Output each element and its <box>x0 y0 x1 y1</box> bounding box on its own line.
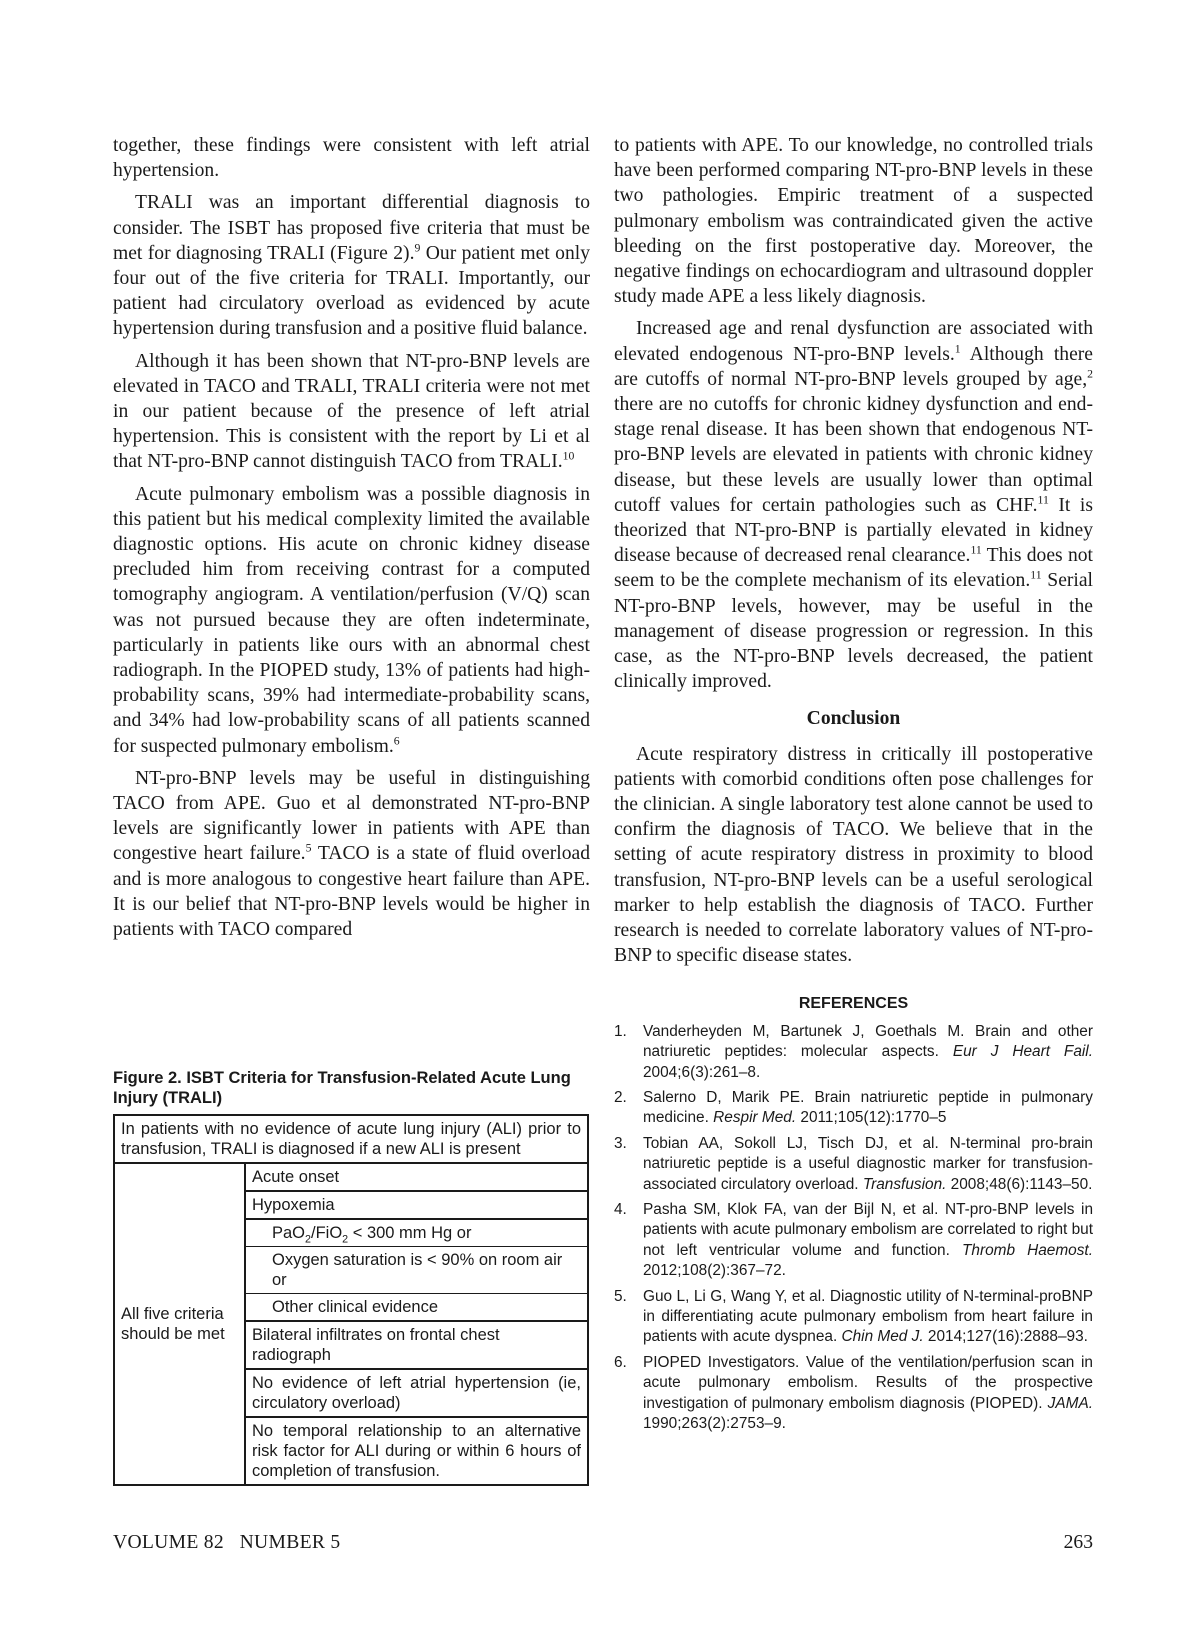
page-number: 263 <box>1063 1532 1093 1553</box>
paragraph: Acute pulmonary embolism was a possible diagnosis in this patient but his medical complexity limited the available diagnostic options. His acute on chronic kidney disease precluded him from receiving contrast for a computed tomography angiogram. A ventilation/perfusion (V/Q) scan was not pursued because they are often indeterminate, particularly in patients like ours with an abnormal chest radiograph. In the PIOPED study, 13% of patients had high-probability scans, 39% had intermediate-probability scans, and 34% had low-probability scans of all patients scanned for suspected pulmonary embolism.$^6$ <box>113 483 590 757</box>
reference-item: 6. PIOPED Investigators. Value of the ventilation/perfusion scan in acute pulmonary embolism. Results of the prospective investigation of pulmonary embolism diagnosis (PIOPED). JAMA. 1990;263(2):2753–9. <box>614 1353 1093 1433</box>
paragraph: TRALI was an important differential diagnosis to consider. The ISBT has proposed five criteria that must be met for diagnosing TRALI (Figure 2).$^9$ Our patient met only four out of the five criteria for TRALI. Importantly, our patient had circulatory overload as evidenced by acute hypertension during transfusion and a positive fluid balance. <box>113 192 590 340</box>
criterion-acute-onset: Acute onset <box>245 1163 588 1191</box>
citation-ref: 10 <box>562 449 575 463</box>
reference-item: 3. Tobian AA, Sokoll LJ, Tisch DJ, et al. N-terminal pro-brain natriuretic peptide is a useful diagnostic marker for transfusion-associated circulatory overload. Transfusion. 2008;48(6):1143–50. <box>614 1134 1093 1193</box>
reference-item: 1. Vanderheyden M, Bartunek J, Goethals M. Brain and other natriuretic peptides: molecular aspects. Eur J Heart Fail. 2004;6(3):261–8. <box>614 1022 1093 1081</box>
criterion-hypoxemia: Hypoxemia <box>245 1191 588 1219</box>
paragraph: together, these findings were consistent with left atrial hypertension. <box>113 135 590 182</box>
criterion-pao2-fio2: PaO$_2$/FiO$_2$ < 300 mm Hg or <box>245 1219 588 1247</box>
paragraph: Although it has been shown that NT-pro-BNP levels are elevated in TACO and TRALI, TRALI criteria were not met in our patient because of the presence of left atrial hypertension. This is consistent with the report by Li et al that NT-pro-BNP cannot distinguish TACO from TRALI.$^{10}$ <box>113 350 590 473</box>
reference-item: 5. Guo L, Li G, Wang Y, et al. Diagnostic utility of N-terminal-proBNP in differentiating acute pulmonary embolism from heart failure in patients with acute dyspnea. Chin Med J. 2014;127(16):2888–93. <box>614 1287 1093 1346</box>
citation-ref: 11 <box>1037 493 1049 507</box>
figure-2 <box>113 1068 590 1486</box>
right-column <box>614 133 1093 1439</box>
paragraph: NT-pro-BNP levels may be useful in distinguishing TACO from APE. Guo et al demonstrated NT-pro-BNP levels are significantly lower in patients with APE than congestive heart failure.$^5$ TACO is a state of fluid overload and is more analogous to congestive heart failure than APE. It is our belief that NT-pro-BNP levels would be higher in patients with TACO compared <box>113 767 590 941</box>
citation-ref: 11 <box>970 543 982 557</box>
criterion-no-temporal: No temporal relationship to an alternative risk factor for ALI during or within 6 hours of completion of transfusion. <box>245 1417 588 1485</box>
references-heading: REFERENCES <box>798 994 909 1012</box>
criterion-other-evidence: Other clinical evidence <box>245 1294 588 1322</box>
criteria-table <box>113 1114 589 1486</box>
reference-item: 2. Salerno D, Marik PE. Brain natriuretic peptide in pulmonary medicine. Respir Med. 2011;105(12):1770–5 <box>614 1088 1093 1127</box>
citation-ref: 2 <box>1087 367 1093 381</box>
paragraph: to patients with APE. To our knowledge, no controlled trials have been performed comparing NT-pro-BNP levels in these two pathologies. Empiric treatment of a suspected pulmonary embolism was contraindicated given the active bleeding on the first postoperative day. Moreover, the negative findings on echocardiogram and ultrasound doppler study made APE a less likely diagnosis. <box>614 135 1093 308</box>
criterion-oxygen-saturation: Oxygen saturation is < 90% on room air or <box>245 1247 588 1294</box>
criteria-label: All five criteria should be met <box>114 1163 245 1485</box>
citation-ref: 6 <box>393 734 400 748</box>
figure-caption: Figure 2. ISBT Criteria for Transfusion-Related Acute Lung Injury (TRALI) <box>113 1069 571 1107</box>
footer-volume: VOLUME 82 NUMBER 5 <box>113 1532 341 1553</box>
paragraph: Increased age and renal dysfunction are associated with elevated endogenous NT-pro-BNP levels.$^1$ Although there are cutoffs of normal NT-pro-BNP levels grouped by age,$^2$ there are no cutoffs for chronic kidney dysfunction and end-stage renal disease. It has been shown that endogenous NT-pro-BNP levels are elevated in patients with chronic kidney disease, but these levels are usually lower than optimal cutoff values for certain pathologies such as CHF.$^{11}$ It is theorized that NT-pro-BNP is partially elevated in kidney disease because of decreased renal clearance.$^{11}$ This does not seem to be the complete mechanism of its elevation.$^{11}$ Serial NT-pro-BNP levels, however, may be useful in the management of disease progression or regression. In this case, as the NT-pro-BNP levels decreased, the patient clinically improved. <box>614 318 1094 693</box>
citation-ref: 9 <box>414 241 421 255</box>
criteria-header: In patients with no evidence of acute lung injury (ALI) prior to transfusion, TRALI is diagnosed if a new ALI is present <box>114 1115 588 1163</box>
criterion-infiltrates: Bilateral infiltrates on frontal chest radiograph <box>245 1321 588 1369</box>
criterion-no-lah: No evidence of left atrial hypertension (ie, circulatory overload) <box>245 1369 588 1417</box>
conclusion-heading: Conclusion <box>806 708 901 730</box>
citation-ref: 11 <box>1030 568 1042 582</box>
citation-ref: 5 <box>305 841 312 855</box>
left-column <box>113 133 590 949</box>
reference-item: 4. Pasha SM, Klok FA, van der Bijl N, et al. NT-pro-BNP levels in patients with acute pulmonary embolism are correlated to right but not left ventricular volume and function. Thromb Haemost. 2012;108(2):367–72. <box>614 1200 1093 1280</box>
paragraph: Acute respiratory distress in critically ill postoperative patients with comorbid conditions often pose challenges for the clinician. A single laboratory test alone cannot be used to confirm the diagnosis of TACO. We believe that in the setting of acute respiratory distress in proximity to blood transfusion, NT-pro-BNP levels can be a useful serological marker to help establish the diagnosis of TACO. Further research is needed to correlate laboratory values of NT-pro-BNP to specific disease states. <box>614 743 1093 967</box>
citation-ref: 1 <box>954 342 961 356</box>
references-list <box>614 1022 1093 1435</box>
